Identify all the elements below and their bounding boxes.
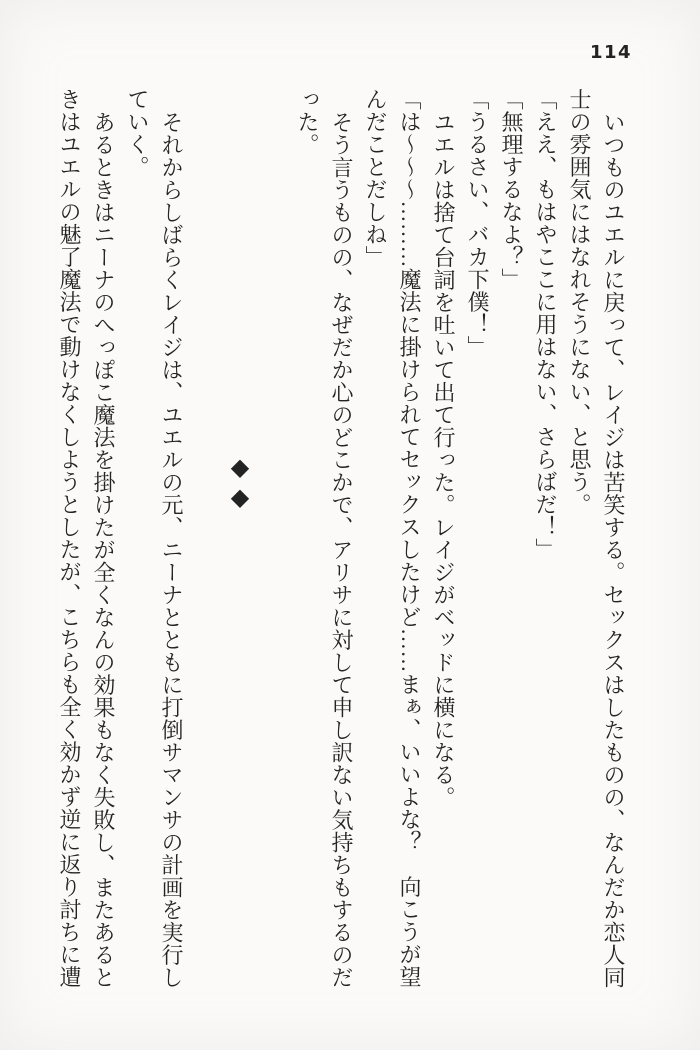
- text-line: 「うるさい、バカ下僕！」: [465, 88, 490, 358]
- text-line: 「ええ、もはやここに用はない、さらばだ！」: [533, 88, 558, 561]
- text-line: 「無理するなよ？」: [499, 88, 524, 291]
- page-number: 114: [590, 42, 633, 63]
- text-body: [52, 88, 630, 990]
- text-line: きはユエルの魅了魔法で動けなくしようとしたが、こちらも全く効かず逆に返り討ちに遭: [57, 88, 82, 988]
- blank-column: [188, 88, 222, 990]
- blank-column: [256, 88, 290, 990]
- text-line: いつものユエルに戻って、レイジは苦笑する。セックスはしたものの、なんだか恋人同: [601, 110, 626, 988]
- text-line: んだことだしね」: [363, 88, 388, 268]
- text-line: あるときはニーナのへっぽこ魔法を掛けたが全くなんの効果もなく失敗し、またあると: [91, 110, 116, 988]
- scene-separator: ◆◆: [226, 453, 252, 513]
- text-line: そう言うものの、なぜだか心のどこかで、アリサに対して申し訳ない気持ちもするのだ: [329, 110, 354, 988]
- text-line: ていく。: [125, 88, 150, 178]
- text-line: それからしばらくレイジは、ユエルの元、ニーナとともに打倒サマンサの計画を実行し: [159, 110, 184, 988]
- text-line: った。: [295, 88, 320, 156]
- text-line: 「は～～～………魔法に掛けられてセックスしたけど……まぁ、いいよな？ 向こうが望: [397, 88, 422, 988]
- text-line: ユエルは捨て台詞を吐いて出て行った。レイジがベッドに横になる。: [431, 110, 456, 808]
- text-line: 士の雰囲気にはなれそうにない、と思う。: [567, 88, 592, 516]
